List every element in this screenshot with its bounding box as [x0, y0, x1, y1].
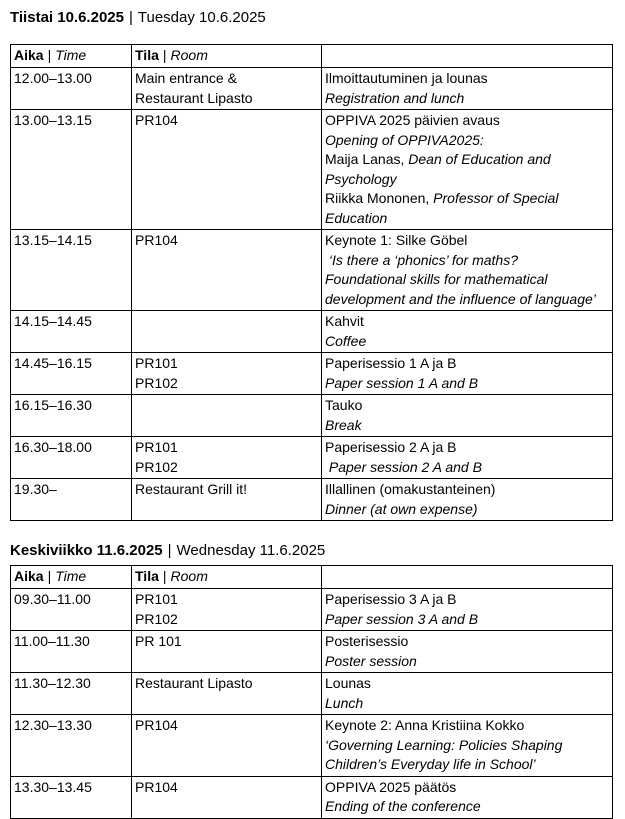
room-cell [132, 479, 322, 521]
description-line [325, 332, 610, 352]
description-line [325, 590, 610, 610]
description-line [325, 480, 610, 500]
room-line: Restaurant Grill it! [135, 481, 248, 497]
heading-title-en: Wednesday 11.6.2025 [176, 542, 326, 559]
schedule-row [11, 589, 613, 631]
schedule-row [11, 673, 613, 715]
description-line [325, 736, 610, 756]
text-segment: Paperisessio 2 A ja B [325, 439, 457, 455]
text-segment: Lunch [325, 694, 364, 711]
text-segment: Tauko [325, 397, 363, 413]
room-cell [132, 776, 322, 818]
description-line [325, 231, 610, 251]
header-label-en: Time [55, 47, 87, 63]
text-segment: OPPIVA 2025 päätös [325, 778, 457, 795]
description-cell [322, 68, 613, 110]
room-line: Main entrance & [135, 70, 237, 86]
room-cell [132, 631, 322, 673]
description-cell [322, 631, 613, 673]
time-text: 11.30–12.30 [14, 675, 91, 691]
room-cell [132, 715, 322, 777]
section-heading [10, 7, 615, 28]
text-segment: Ilmoittautuminen ja lounas [325, 70, 488, 86]
text-segment: Illallinen (omakustanteinen) [325, 481, 496, 497]
day-section [10, 540, 615, 819]
text-segment: Keynote 2: Anna Kristiina Kokko [325, 717, 525, 733]
time-cell [11, 776, 132, 818]
time-cell [11, 110, 132, 230]
text-segment: OPPIVA 2025 päivien avaus [325, 112, 500, 128]
description-line [325, 416, 610, 436]
text-segment: Keynote 1: Silke Göbel [325, 232, 468, 248]
description-column-header [322, 566, 613, 589]
time-cell [11, 479, 132, 521]
room-cell [132, 353, 322, 395]
time-cell [11, 631, 132, 673]
time-cell [11, 68, 132, 110]
description-cell [322, 110, 613, 230]
room-line: PR104 [135, 112, 178, 128]
description-line [325, 270, 610, 290]
description-line [325, 131, 610, 151]
time-text: 13.30–13.45 [14, 778, 92, 795]
room-line: Restaurant Lipasto [135, 89, 253, 106]
header-label-fi: Aika [14, 47, 44, 63]
description-line [325, 674, 610, 694]
time-text: 16.15–16.30 [14, 397, 92, 413]
text-segment: Lounas [325, 675, 371, 691]
time-column-header [11, 45, 132, 68]
heading-title-fi: Keskiviikko 11.6.2025 [10, 542, 163, 559]
header-label-fi: Tila [135, 568, 159, 584]
text-segment: Posterisessio [325, 633, 409, 649]
room-cell [132, 110, 322, 230]
text-segment: Kahvit [325, 313, 364, 329]
description-cell [322, 589, 613, 631]
room-cell [132, 395, 322, 437]
text-segment: Professor of Special [429, 190, 559, 206]
text-segment: Dean of Education and [404, 151, 551, 167]
time-cell [11, 311, 132, 353]
schedule-row [11, 479, 613, 521]
description-column-header [322, 45, 613, 68]
description-line [325, 396, 610, 416]
section-heading [10, 540, 615, 561]
header-label-en: Room [170, 47, 208, 63]
text-segment: Poster session [325, 652, 417, 669]
description-line [325, 354, 610, 374]
time-cell [11, 353, 132, 395]
description-line [325, 251, 610, 271]
schedule-row [11, 631, 613, 673]
text-segment: development and the influence of language’ [325, 290, 596, 307]
text-segment: ‘Is there a ‘phonics’ for maths? [325, 251, 518, 268]
description-line [325, 458, 610, 478]
room-column-header [132, 45, 322, 68]
day-section [10, 7, 615, 521]
description-line [325, 290, 610, 310]
time-text: 14.15–14.45 [14, 313, 92, 329]
time-text: 11.00–11.30 [14, 633, 90, 649]
header-separator: | [47, 47, 52, 63]
text-segment: ‘Governing Learning: Policies Shaping [325, 736, 563, 753]
room-line: PR101 [135, 355, 178, 371]
room-line: PR102 [135, 610, 178, 627]
room-column-header [132, 566, 322, 589]
description-cell [322, 479, 613, 521]
schedule-row [11, 230, 613, 311]
description-line [325, 797, 610, 817]
description-line [325, 150, 610, 170]
time-text: 09.30–11.00 [14, 591, 91, 607]
description-line [325, 189, 610, 209]
room-cell [132, 589, 322, 631]
description-line [325, 170, 610, 190]
description-line [325, 652, 610, 672]
schedule-row [11, 353, 613, 395]
room-line: Restaurant Lipasto [135, 675, 253, 691]
description-line [325, 111, 610, 131]
text-segment: Registration and lunch [325, 89, 465, 106]
room-cell [132, 311, 322, 353]
room-line: PR104 [135, 778, 178, 795]
time-cell [11, 589, 132, 631]
time-text: 13.15–14.15 [14, 232, 92, 248]
heading-separator: | [128, 9, 133, 26]
room-line: PR 101 [135, 633, 182, 649]
header-separator: | [162, 47, 167, 63]
heading-title-en: Tuesday 10.6.2025 [137, 9, 266, 26]
schedule-table [10, 44, 613, 521]
room-cell [132, 437, 322, 479]
description-cell [322, 311, 613, 353]
text-segment: Paper session 2 A and B [325, 458, 482, 475]
room-line: PR104 [135, 232, 178, 248]
description-cell [322, 230, 613, 311]
schedule-row [11, 68, 613, 110]
room-line: PR102 [135, 458, 178, 475]
description-cell [322, 776, 613, 818]
description-line [325, 209, 610, 229]
text-segment: Education [325, 209, 388, 226]
text-segment: Foundational skills for mathematical [325, 271, 548, 287]
description-line [325, 438, 610, 458]
description-line [325, 778, 610, 798]
time-cell [11, 395, 132, 437]
time-text: 13.00–13.15 [14, 112, 92, 128]
description-line [325, 716, 610, 736]
description-line [325, 632, 610, 652]
header-label-en: Time [55, 568, 87, 584]
room-cell [132, 68, 322, 110]
text-segment: Break [325, 416, 362, 433]
room-cell [132, 230, 322, 311]
description-line [325, 500, 610, 520]
header-row [11, 45, 613, 68]
time-text: 12.30–13.30 [14, 717, 92, 733]
room-line: PR101 [135, 591, 178, 607]
description-line [325, 694, 610, 714]
header-separator: | [162, 568, 167, 584]
description-cell [322, 437, 613, 479]
sections-container [10, 7, 615, 819]
schedule-row [11, 311, 613, 353]
description-line [325, 374, 610, 394]
text-segment: Maija Lanas, [325, 151, 405, 167]
room-cell [132, 673, 322, 715]
header-label-fi: Tila [135, 47, 159, 63]
text-segment: Coffee [325, 332, 367, 349]
time-text: 16.30–18.00 [14, 439, 92, 455]
heading-title-fi: Tiistai 10.6.2025 [10, 9, 124, 26]
room-line: PR104 [135, 717, 178, 733]
text-segment: Ending of the conference [325, 798, 481, 814]
description-cell [322, 395, 613, 437]
text-segment: Riikka Mononen, [325, 190, 430, 206]
description-line [325, 69, 610, 89]
time-text: 12.00–13.00 [14, 70, 92, 86]
schedule-row [11, 395, 613, 437]
heading-separator: | [167, 542, 172, 559]
schedule-row [11, 437, 613, 479]
header-label-en: Room [170, 568, 208, 584]
room-line: PR101 [135, 439, 178, 455]
time-cell [11, 673, 132, 715]
schedule-row [11, 110, 613, 230]
description-line [325, 755, 610, 775]
description-cell [322, 673, 613, 715]
description-line [325, 312, 610, 332]
text-segment: Dinner (at own expense) [325, 500, 478, 517]
time-cell [11, 437, 132, 479]
schedule-table [10, 565, 613, 819]
description-line [325, 89, 610, 109]
time-text: 14.45–16.15 [14, 355, 92, 371]
text-segment: Paper session 3 A and B [325, 610, 479, 627]
text-segment: Paperisessio 3 A ja B [325, 591, 457, 607]
schedule-row [11, 776, 613, 818]
time-text: 19.30– [14, 481, 57, 497]
text-segment: Paperisessio 1 A ja B [325, 355, 457, 371]
text-segment: Children’s Everyday life in School’ [325, 756, 536, 772]
text-segment: Psychology [325, 170, 397, 187]
header-separator: | [47, 568, 52, 584]
header-row [11, 566, 613, 589]
schedule-row [11, 715, 613, 777]
time-column-header [11, 566, 132, 589]
text-segment: Paper session 1 A and B [325, 374, 479, 391]
text-segment: Opening of OPPIVA2025: [325, 131, 484, 148]
description-cell [322, 353, 613, 395]
time-cell [11, 230, 132, 311]
description-cell [322, 715, 613, 777]
description-line [325, 610, 610, 630]
header-label-fi: Aika [14, 568, 44, 584]
time-cell [11, 715, 132, 777]
room-line: PR102 [135, 374, 178, 391]
